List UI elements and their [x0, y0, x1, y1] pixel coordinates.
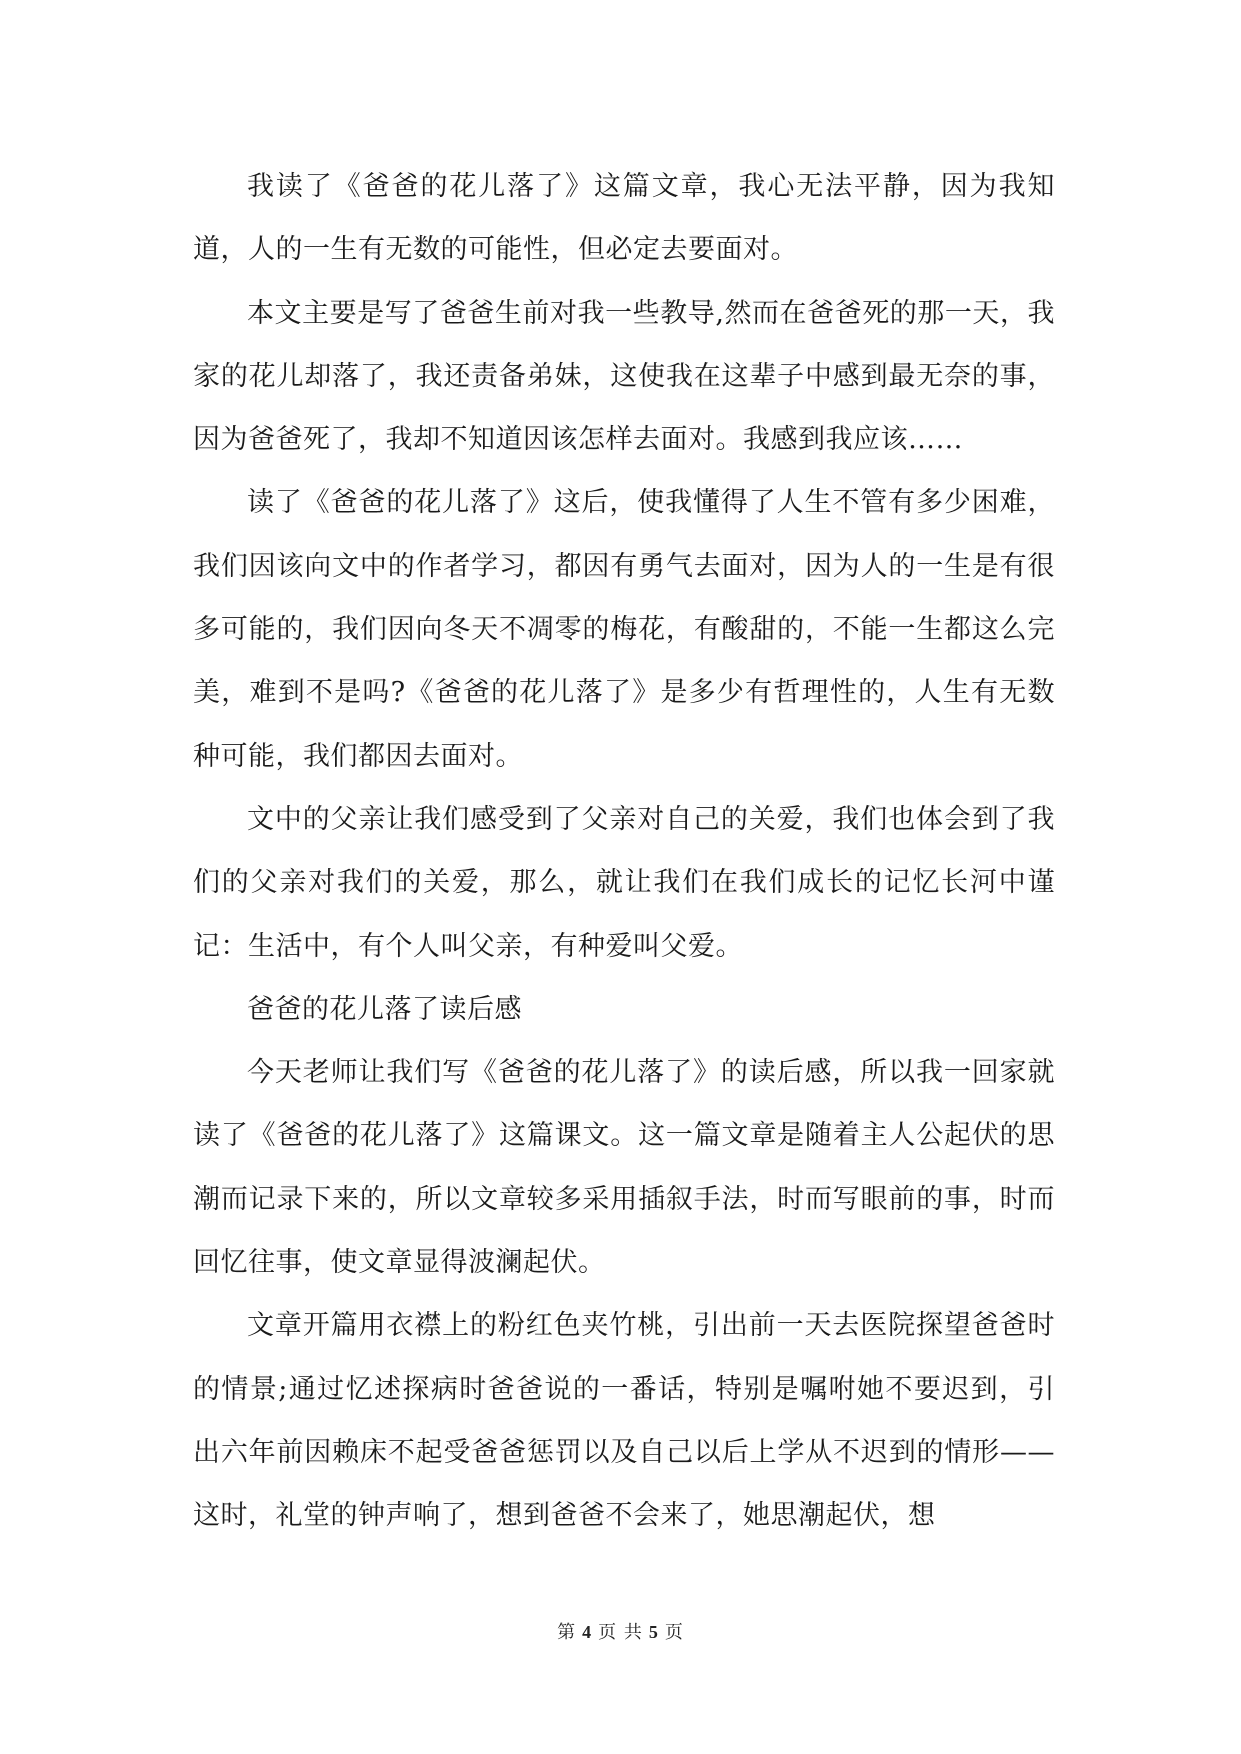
paragraph: 我读了《爸爸的花儿落了》这篇文章，我心无法平静，因为我知道，人的一生有无数的可能性，但必定去要面对。 [193, 171, 1055, 266]
footer-middle: 页 共 [598, 1622, 643, 1643]
paragraph: 文章开篇用衣襟上的粉红色夹竹桃，引出前一天去医院探望爸爸时的情景;通过忆述探病时爸爸说的一番话，特别是嘱咐她不要迟到，引出六年前因赖床不起受爸爸惩罚以及自己以后上学从不迟到的情形——这时，礼堂的钟声响了，想到爸爸不会来了，她思潮起伏，想 [193, 1310, 1055, 1532]
paragraph: 今天老师让我们写《爸爸的花儿落了》的读后感，所以我一回家就读了《爸爸的花儿落了》这篇课文。这一篇文章是随着主人公起伏的思潮而记录下来的，所以文章较多采用插叙手法，时而写眼前的事，时而回忆往事，使文章显得波澜起伏。 [193, 1057, 1055, 1279]
current-page-number: 4 [582, 1622, 593, 1642]
page-footer [0, 1618, 1241, 1644]
paragraph: 本文主要是写了爸爸生前对我一些教导,然而在爸爸死的那一天，我家的花儿却落了，我还责备弟妹，这使我在这辈子中感到最无奈的事，因为爸爸死了，我却不知道因该怎样去面对。我感到我应该…… [193, 297, 1055, 456]
footer-prefix: 第 [557, 1622, 577, 1643]
paragraph: 读了《爸爸的花儿落了》这后，使我懂得了人生不管有多少困难，我们因该向文中的作者学习，都因有勇气去面对，因为人的一生是有很多可能的，我们因向冬天不凋零的梅花，有酸甜的，不能一生都这么完美，难到不是吗?《爸爸的花儿落了》是多少有哲理性的，人生有无数种可能，我们都因去面对。 [193, 487, 1055, 772]
document-body [193, 155, 1055, 1548]
total-pages-number: 5 [648, 1622, 659, 1642]
footer-suffix: 页 [664, 1622, 684, 1643]
paragraph: 文中的父亲让我们感受到了父亲对自己的关爱，我们也体会到了我们的父亲对我们的关爱，那么，就让我们在我们成长的记忆长河中谨记：生活中，有个人叫父亲，有种爱叫父爱。 [193, 803, 1055, 962]
section-heading: 爸爸的花儿落了读后感 [247, 993, 522, 1025]
